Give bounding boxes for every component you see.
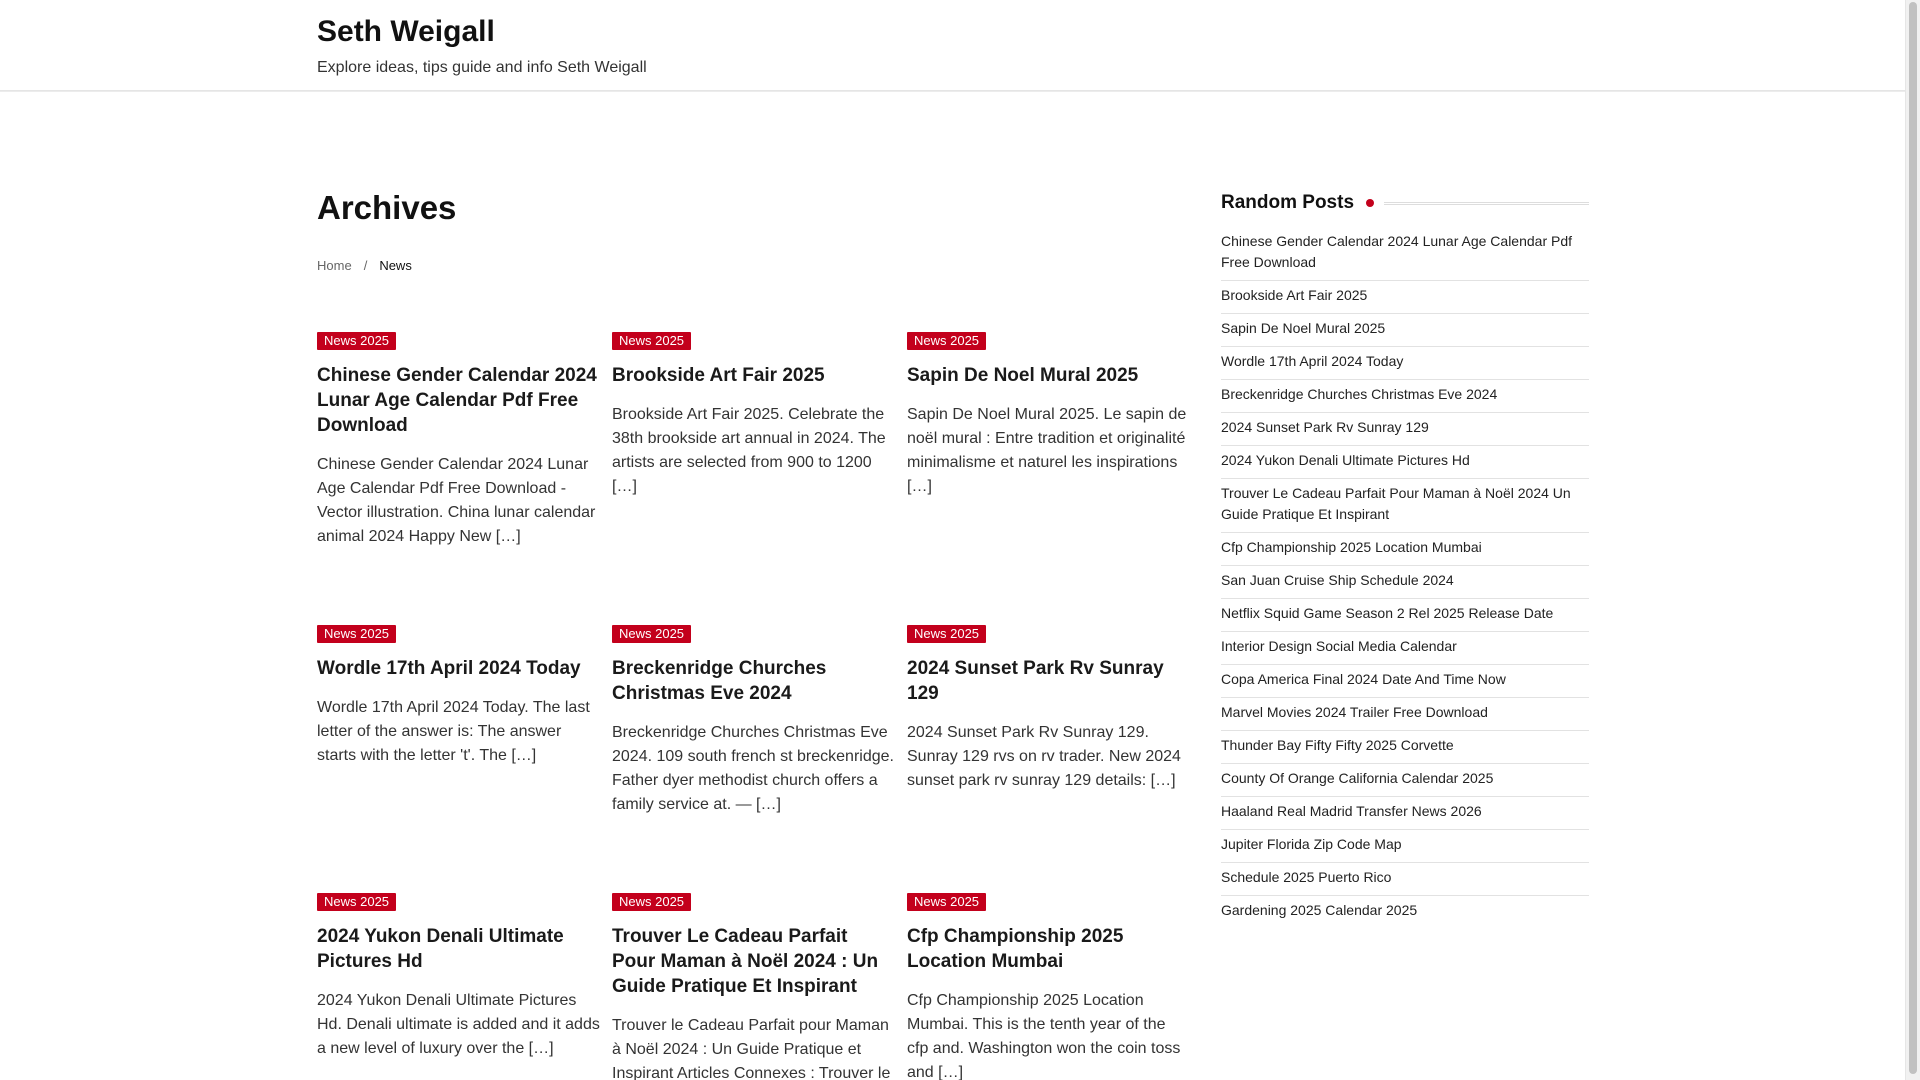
- random-post-link[interactable]: Breckenridge Churches Christmas Eve 2024: [1221, 386, 1498, 402]
- random-post-link[interactable]: Thunder Bay Fifty Fifty 2025 Corvette: [1221, 737, 1454, 753]
- post-card: [317, 625, 601, 768]
- random-post-link[interactable]: 2024 Yukon Denali Ultimate Pictures Hd: [1221, 452, 1470, 468]
- site-header: [0, 0, 1905, 91]
- archive-main: [317, 180, 1197, 1080]
- widget-title: Random Posts: [1221, 192, 1355, 213]
- post-card: [317, 332, 601, 549]
- category-badge[interactable]: News 2025: [317, 625, 396, 643]
- post-card: [612, 625, 896, 817]
- post-excerpt: Wordle 17th April 2024 Today. The last letter of the answer is: The answer starts with the letter 't'. The […]: [317, 699, 590, 764]
- post-title[interactable]: Trouver Le Cadeau Parfait Pour Maman à Noël 2024 : Un Guide Pratique Et Inspirant: [612, 926, 879, 997]
- site-branding: [317, 12, 647, 78]
- post-excerpt: Trouver le Cadeau Parfait pour Maman à Noël 2024 : Un Guide Pratique et Inspirant Articles Connexes : Trouver le: [612, 1017, 891, 1080]
- breadcrumb-home-link[interactable]: Home: [317, 258, 352, 273]
- post-card: [612, 332, 896, 499]
- category-badge[interactable]: News 2025: [317, 893, 396, 911]
- vertical-scrollbar[interactable]: [1905, 0, 1920, 1080]
- post-excerpt: Breckenridge Churches Christmas Eve 2024. 109 south french st breckenridge. Father dyer methodist church offers a family service at. — […]: [612, 724, 894, 813]
- post-title[interactable]: Cfp Championship 2025 Location Mumbai: [907, 926, 1124, 972]
- list-item: [1221, 413, 1589, 446]
- dot-icon: [1366, 199, 1374, 207]
- widget-header: [1221, 191, 1589, 215]
- category-badge[interactable]: News 2025: [612, 332, 691, 350]
- category-badge[interactable]: News 2025: [612, 625, 691, 643]
- post-title[interactable]: Sapin De Noel Mural 2025: [907, 365, 1139, 386]
- list-item: [1221, 830, 1589, 863]
- random-post-link[interactable]: Trouver Le Cadeau Parfait Pour Maman à Noël 2024 Un Guide Pratique Et Inspirant: [1221, 485, 1571, 522]
- random-posts-list: [1221, 227, 1589, 928]
- random-post-link[interactable]: Brookside Art Fair 2025: [1221, 287, 1368, 303]
- random-post-link[interactable]: San Juan Cruise Ship Schedule 2024: [1221, 572, 1454, 588]
- post-card: [317, 893, 601, 1061]
- breadcrumb: [317, 258, 1197, 273]
- random-post-link[interactable]: Schedule 2025 Puerto Rico: [1221, 869, 1392, 885]
- random-post-link[interactable]: Marvel Movies 2024 Trailer Free Download: [1221, 704, 1488, 720]
- random-post-link[interactable]: Jupiter Florida Zip Code Map: [1221, 836, 1402, 852]
- breadcrumb-current: News: [379, 258, 412, 273]
- widget-divider: [1384, 202, 1589, 205]
- list-item: [1221, 632, 1589, 665]
- breadcrumb-separator: /: [363, 258, 368, 273]
- random-post-link[interactable]: Netflix Squid Game Season 2 Rel 2025 Release Date: [1221, 605, 1554, 621]
- random-post-link[interactable]: Wordle 17th April 2024 Today: [1221, 353, 1404, 369]
- random-post-link[interactable]: Gardening 2025 Calendar 2025: [1221, 902, 1418, 918]
- list-item: [1221, 566, 1589, 599]
- nav-bar: [0, 91, 1905, 112]
- list-item: [1221, 863, 1589, 896]
- list-item: [1221, 797, 1589, 830]
- post-title[interactable]: 2024 Sunset Park Rv Sunray 129: [907, 658, 1164, 704]
- post-excerpt: 2024 Yukon Denali Ultimate Pictures Hd. Denali ultimate is added and it adds a new level of luxury over the […]: [317, 992, 600, 1057]
- random-post-link[interactable]: 2024 Sunset Park Rv Sunray 129: [1221, 419, 1429, 435]
- list-item: [1221, 698, 1589, 731]
- post-title[interactable]: Brookside Art Fair 2025: [612, 365, 825, 386]
- post-title[interactable]: 2024 Yukon Denali Ultimate Pictures Hd: [317, 926, 564, 972]
- category-badge[interactable]: News 2025: [317, 332, 396, 350]
- list-item: [1221, 731, 1589, 764]
- site-tagline: Explore ideas, tips guide and info Seth Weigall: [317, 59, 647, 76]
- random-post-link[interactable]: Chinese Gender Calendar 2024 Lunar Age Calendar Pdf Free Download: [1221, 233, 1573, 270]
- list-item: [1221, 380, 1589, 413]
- list-item: [1221, 347, 1589, 380]
- list-item: [1221, 227, 1589, 281]
- category-badge[interactable]: News 2025: [907, 893, 986, 911]
- random-post-link[interactable]: Sapin De Noel Mural 2025: [1221, 320, 1386, 336]
- post-card: [907, 893, 1191, 1080]
- post-title[interactable]: Breckenridge Churches Christmas Eve 2024: [612, 658, 827, 704]
- post-excerpt: Brookside Art Fair 2025. Celebrate the 38th brookside art annual in 2024. The artists are selected from 900 to 1200 […]: [612, 406, 886, 495]
- random-post-link[interactable]: Cfp Championship 2025 Location Mumbai: [1221, 539, 1482, 555]
- list-item: [1221, 896, 1589, 928]
- post-card: [612, 893, 896, 1080]
- post-title[interactable]: Wordle 17th April 2024 Today: [317, 658, 581, 679]
- random-post-link[interactable]: Haaland Real Madrid Transfer News 2026: [1221, 803, 1482, 819]
- sidebar: [1221, 191, 1589, 928]
- site-title-link[interactable]: Seth Weigall: [317, 15, 495, 48]
- post-card: [907, 332, 1191, 499]
- list-item: [1221, 281, 1589, 314]
- list-item: [1221, 599, 1589, 632]
- post-excerpt: Sapin De Noel Mural 2025. Le sapin de noël mural : Entre tradition et originalité minimalisme et naturel les inspirations […]: [907, 406, 1187, 495]
- category-badge[interactable]: News 2025: [612, 893, 691, 911]
- post-excerpt: Chinese Gender Calendar 2024 Lunar Age Calendar Pdf Free Download - Vector illustration. China lunar calendar animal 2024 Happy New […]: [317, 456, 596, 545]
- list-item: [1221, 479, 1589, 533]
- category-badge[interactable]: News 2025: [907, 625, 986, 643]
- category-badge[interactable]: News 2025: [907, 332, 986, 350]
- post-excerpt: 2024 Sunset Park Rv Sunray 129. Sunray 129 rvs on rv trader. New 2024 sunset park rv sunray 129 details: […]: [907, 724, 1181, 789]
- page-title: Archives: [317, 189, 457, 226]
- random-post-link[interactable]: Interior Design Social Media Calendar: [1221, 638, 1457, 654]
- random-post-link[interactable]: County Of Orange California Calendar 2025: [1221, 770, 1494, 786]
- list-item: [1221, 446, 1589, 479]
- scrollbar-thumb[interactable]: [1909, 2, 1917, 1074]
- post-excerpt: Cfp Championship 2025 Location Mumbai. This is the tenth year of the cfp and. Washington won the coin toss and […]: [907, 992, 1181, 1080]
- list-item: [1221, 764, 1589, 797]
- list-item: [1221, 665, 1589, 698]
- post-title[interactable]: Chinese Gender Calendar 2024 Lunar Age Calendar Pdf Free Download: [317, 365, 597, 436]
- list-item: [1221, 314, 1589, 347]
- list-item: [1221, 533, 1589, 566]
- random-post-link[interactable]: Copa America Final 2024 Date And Time Now: [1221, 671, 1506, 687]
- post-card: [907, 625, 1191, 793]
